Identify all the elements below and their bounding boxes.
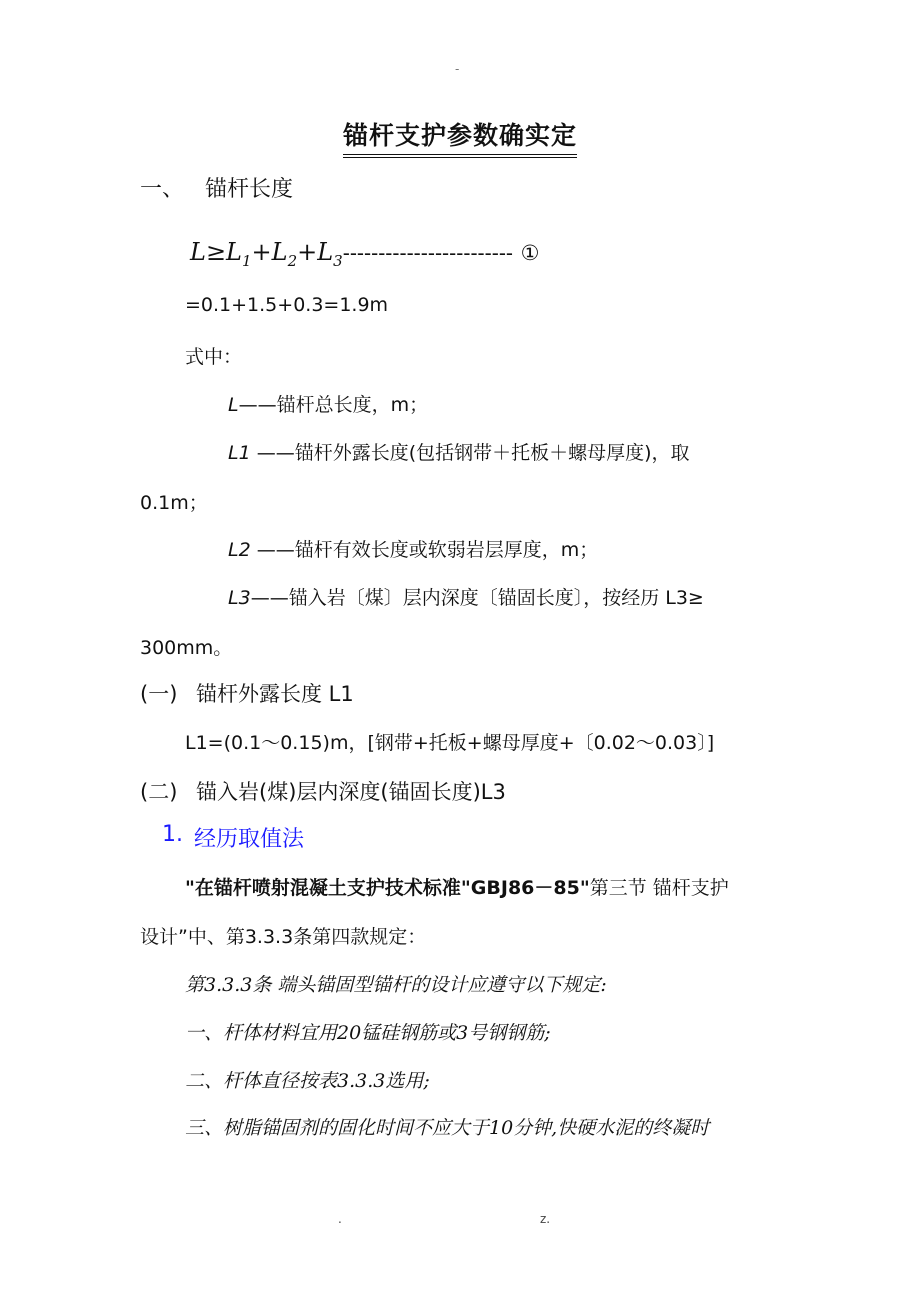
def-L2: L2 ——锚杆有效长度或软弱岩层厚度，m； <box>228 539 599 561</box>
l1-formula: L1=(0.1～0.15)m，[钢带+托板+螺母厚度+〔0.02～0.03〕] <box>185 732 715 754</box>
method-number: 1. <box>162 822 183 847</box>
def-L3-cont: 300mm。 <box>140 637 233 659</box>
def-L3: L3——锚入岩〔煤〕层内深度〔锚固长度〕，按经历 L3≥ <box>228 587 704 609</box>
footer-left-mark: . <box>338 1212 342 1226</box>
cite-line-4: 三、树脂锚固剂的固化时间不应大于10分钟,快硬水泥的终凝时 <box>185 1117 710 1139</box>
subsection-2-heading: 锚入岩(煤)层内深度(锚固长度)L3 <box>196 780 506 804</box>
quote-line-2: 设计”中、第3.3.3条第四款规定： <box>140 926 427 948</box>
cite-line-1: 第3.3.3条 端头锚固型锚杆的设计应遵守以下规定: <box>185 974 607 996</box>
formula-dashes: ------------------------ <box>342 241 514 265</box>
footer-right-mark: z. <box>540 1212 551 1226</box>
def-L1: L1 ——锚杆外露长度(包括钢带＋托板＋螺母厚度)，取 <box>228 442 690 464</box>
length-formula <box>190 238 539 270</box>
page-title: 锚杆支护参数确实定 <box>0 120 920 158</box>
subsection-2-label: (二) <box>140 780 178 804</box>
def-L1-cont: 0.1m； <box>140 492 208 514</box>
subsection-1-heading: 锚杆外露长度 L1 <box>196 682 354 706</box>
section-1-label: 一、 <box>140 177 185 202</box>
subsection-1-label: (一) <box>140 682 178 706</box>
quote-line-1: "在锚杆喷射混凝土支护技术标准"GBJ86－85"第三节 锚杆支护 <box>185 877 729 899</box>
cite-line-2: 一、杆体材料宜用20锰硅钢筋或3号钢钢筋; <box>185 1022 551 1044</box>
method-label: 经历取值法 <box>194 827 305 852</box>
cite-line-3: 二、杆体直径按表3.3.3选用; <box>185 1070 430 1092</box>
def-L: L——锚杆总长度，m； <box>228 394 429 416</box>
formula-text: $L\ge L_1+L_2+L_3$ <box>190 238 343 270</box>
header-mark: - <box>455 62 460 76</box>
formula-circle-number: ① <box>520 241 540 265</box>
section-1-heading: 锚杆长度 <box>205 177 294 202</box>
calculation: =0.1+1.5+0.3=1.9m <box>185 294 389 316</box>
where-label: 式中： <box>185 346 243 368</box>
